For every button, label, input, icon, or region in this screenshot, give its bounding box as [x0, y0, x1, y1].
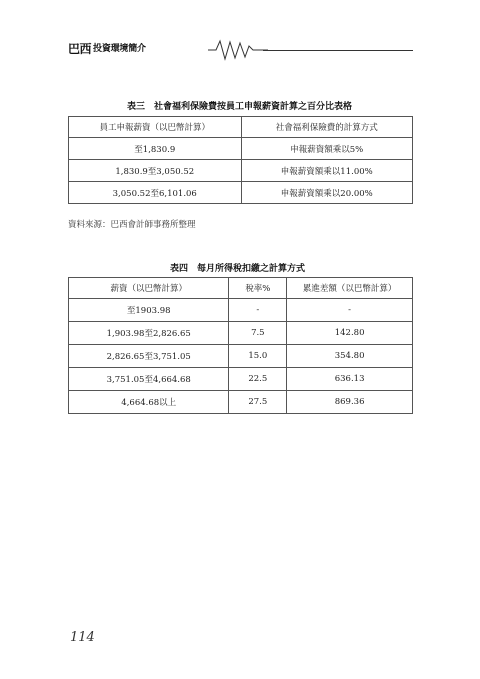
table-row	[69, 182, 413, 204]
table4-cell: 至1903.98	[69, 299, 229, 322]
header-brand-main: 巴西	[68, 42, 92, 56]
table-row	[69, 391, 413, 414]
table3-cell: 申報薪資額乘以5%	[241, 138, 412, 160]
table4-cell: 27.5	[229, 391, 287, 414]
table4-cell: 142.80	[287, 322, 413, 345]
table-row	[69, 138, 413, 160]
source-note: 資料來源：巴西會計師事務所整理	[68, 220, 196, 230]
table3-cell: 申報薪資額乘以11.00%	[241, 160, 412, 182]
table3-cell: 申報薪資額乘以20.00%	[241, 182, 412, 204]
table4-title: 每月所得稅扣繳之計算方式	[197, 264, 306, 274]
header-brand-sub: 投資環境簡介	[93, 44, 146, 54]
table3-title: 社會福利保險費按員工申報薪資計算之百分比表格	[154, 102, 353, 112]
table4-cell: 7.5	[229, 322, 287, 345]
table4-header-2: 累進差額（以巴幣計算）	[287, 278, 413, 299]
table4-cell: 2,826.65至3,751.05	[69, 345, 229, 368]
table3-cell: 至1,830.9	[69, 138, 242, 160]
table4-cell: 869.36	[287, 391, 413, 414]
table-header-row	[69, 117, 413, 138]
table3-label: 表三	[127, 102, 146, 112]
table3-caption	[127, 99, 352, 112]
table4-cell: 636.13	[287, 368, 413, 391]
table-row	[69, 160, 413, 182]
table-row	[69, 345, 413, 368]
table4-header-0: 薪資（以巴幣計算）	[69, 278, 229, 299]
table4-cell: 22.5	[229, 368, 287, 391]
table3-cell: 1,830.9至3,050.52	[69, 160, 242, 182]
table3-header-1: 社會福利保險費的計算方式	[241, 117, 412, 138]
table4-cell: -	[287, 299, 413, 322]
table3-cell: 3,050.52至6,101.06	[69, 182, 242, 204]
header-rule	[263, 50, 413, 51]
table-row	[69, 322, 413, 345]
table4-cell: 354.80	[287, 345, 413, 368]
table-row	[69, 299, 413, 322]
header-brand	[68, 42, 146, 56]
table-row	[69, 368, 413, 391]
table4-cell: 3,751.05至4,664.68	[69, 368, 229, 391]
table4	[68, 277, 413, 414]
table4-caption	[170, 261, 305, 274]
table4-label: 表四	[170, 264, 189, 274]
table4-cell: 1,903.98至2,826.65	[69, 322, 229, 345]
table4-cell: 4,664.68以上	[69, 391, 229, 414]
table4-cell: -	[229, 299, 287, 322]
table3-header-0: 員工申報薪資（以巴幣計算）	[69, 117, 242, 138]
running-header	[68, 38, 413, 62]
table-header-row	[69, 278, 413, 299]
table4-cell: 15.0	[229, 345, 287, 368]
table4-header-1: 稅率%	[229, 278, 287, 299]
page-number: 114	[70, 630, 95, 645]
heartbeat-wave-icon	[208, 38, 268, 62]
table3	[68, 116, 413, 204]
